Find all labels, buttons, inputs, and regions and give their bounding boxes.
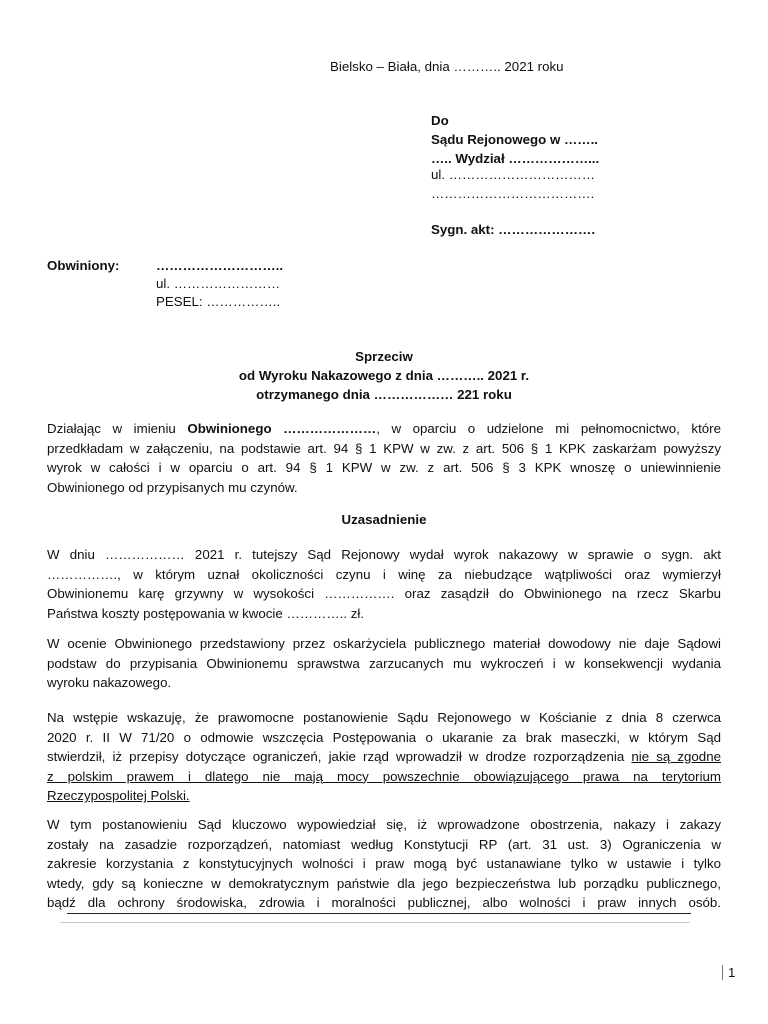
paragraph-line: podstaw do przypisania Obwinionemu sprawstwa zarzucanych mu wykroczeń i w konsekwencji wydania: [47, 655, 721, 671]
underlined-line: z polskim prawem i dlatego nie mają mocy powszechnie obowiązującego prawa na terytorium: [47, 768, 721, 784]
defendant-street: ul. ……………………: [156, 276, 281, 291]
paragraph-line: ……………., w którym uznał okoliczności czynu i winę za niebudzące wątpliwości oraz wymierzył: [47, 566, 721, 582]
page-number: [722, 965, 735, 980]
intro-line: [47, 419, 721, 439]
document-received-date: otrzymanego dnia ……………… 221 roku: [256, 387, 512, 402]
intro-text: , w oparciu o udzielone mi pełnomocnictwo, które: [376, 421, 721, 436]
defendant-label: Obwiniony:: [47, 258, 120, 273]
intro-line: wyrok w całości i w oparciu o art. 94 § 1 KPW w zw. z art. 506 § 3 KPK wnoszę o uniewinnienie: [47, 460, 721, 475]
paragraph-line: [47, 747, 721, 767]
underlined-text: nie są zgodne: [631, 749, 721, 764]
document-subtitle: od Wyroku Nakazowego z dnia ……….. 2021 r.: [238, 368, 530, 383]
addressee-street-continued: ……………………………….: [431, 186, 595, 201]
paragraph-line: Na wstępie wskazuję, że prawomocne postanowienie Sądu Rejonowego w Kościanie z dnia 8 czerwca: [47, 710, 721, 725]
footer-divider: [67, 913, 691, 914]
intro-line: przedkładam w załączeniu, na podstawie art. 94 § 1 KPW w zw. z art. 506 § 1 KPK zaskarżam powyższy: [47, 440, 721, 456]
paragraph-line: zostały na zasadzie rozporządzeń, natomiast według Konstytucji RP (art. 31 ust. 3) Ograniczenia w: [47, 836, 721, 852]
intro-text: Działając w imieniu: [47, 421, 188, 436]
intro-paragraph: [47, 419, 721, 497]
paragraph-line: wtedy, gdy są konieczne w demokratycznym państwie dla jego bezpieczeństwa lub porządku publicznego,: [47, 875, 721, 891]
addressee-court: Sądu Rejonowego w ……..: [431, 132, 598, 147]
page-number-value: 1: [728, 965, 736, 980]
paragraph-judgment: [47, 545, 721, 623]
defendant-bold-name: Obwinionego …………………: [187, 421, 377, 436]
defendant-pesel: PESEL: ……………..: [156, 294, 281, 309]
paragraph-line: wyroku nakazowego.: [47, 675, 172, 690]
addressee-street: ul. ……………………………: [431, 167, 596, 182]
paragraph-line: W ocenie Obwinionego przedstawiony przez oskarżyciela publicznego materiał dowodowy nie daje Sądowi: [47, 636, 721, 651]
case-number: Sygn. akt: ………………….: [431, 222, 596, 237]
paragraph-constitution: [47, 815, 721, 913]
paragraph-line: W dniu ……………… 2021 r. tutejszy Sąd Rejonowy wydał wyrok nakazowy w sprawie o sygn. akt: [47, 547, 721, 562]
footer-divider-light: [60, 922, 690, 923]
paragraph-line: Obwinionemu karę grzywny w wysokości ……………. oraz zasądził do Obwinionego na rzecz Skarbu: [47, 586, 721, 601]
paragraph-court-ruling: [47, 708, 721, 806]
paragraph-line: zakresie korzystania z konstytucyjnych wolności i praw mogą być ustanawiane tylko w ustawie i tylko: [47, 856, 721, 871]
addressee-do: Do: [431, 113, 449, 128]
place-date: Bielsko – Biała, dnia ……….. 2021 roku: [330, 59, 564, 74]
paragraph-line: bądź dla ochrony środowiska, zdrowia i moralności publicznej, albo wolności i praw innych osób.: [47, 895, 721, 910]
intro-line: Obwinionego od przypisanych mu czynów.: [47, 479, 298, 495]
paragraph-line: 2020 r. II W 71/20 o odmowie wszczęcia Postępowania o ukaranie za brak maseczki, w którym Sąd: [47, 729, 721, 745]
justification-title: Uzasadnienie: [341, 512, 427, 527]
paragraph-evidence: [47, 634, 721, 693]
defendant-name: ………………………..: [156, 258, 284, 273]
addressee-division: ….. Wydział ………………...: [431, 151, 600, 166]
page-number-separator: [722, 965, 723, 980]
paragraph-line: W tym postanowieniu Sąd kluczowo wypowiedział się, iż wprowadzone obostrzenia, nakazy i zakazy: [47, 817, 721, 832]
document-title: Sprzeciw: [355, 349, 413, 364]
paragraph-line: Państwa koszty postępowania w kwocie ………….. zł.: [47, 605, 365, 621]
paragraph-text: stwierdził, iż przepisy dotyczące ograniczeń, jakie rząd wprowadził w drodze rozporządzenia: [47, 749, 632, 764]
underlined-line: Rzeczypospolitej Polski.: [47, 788, 190, 803]
